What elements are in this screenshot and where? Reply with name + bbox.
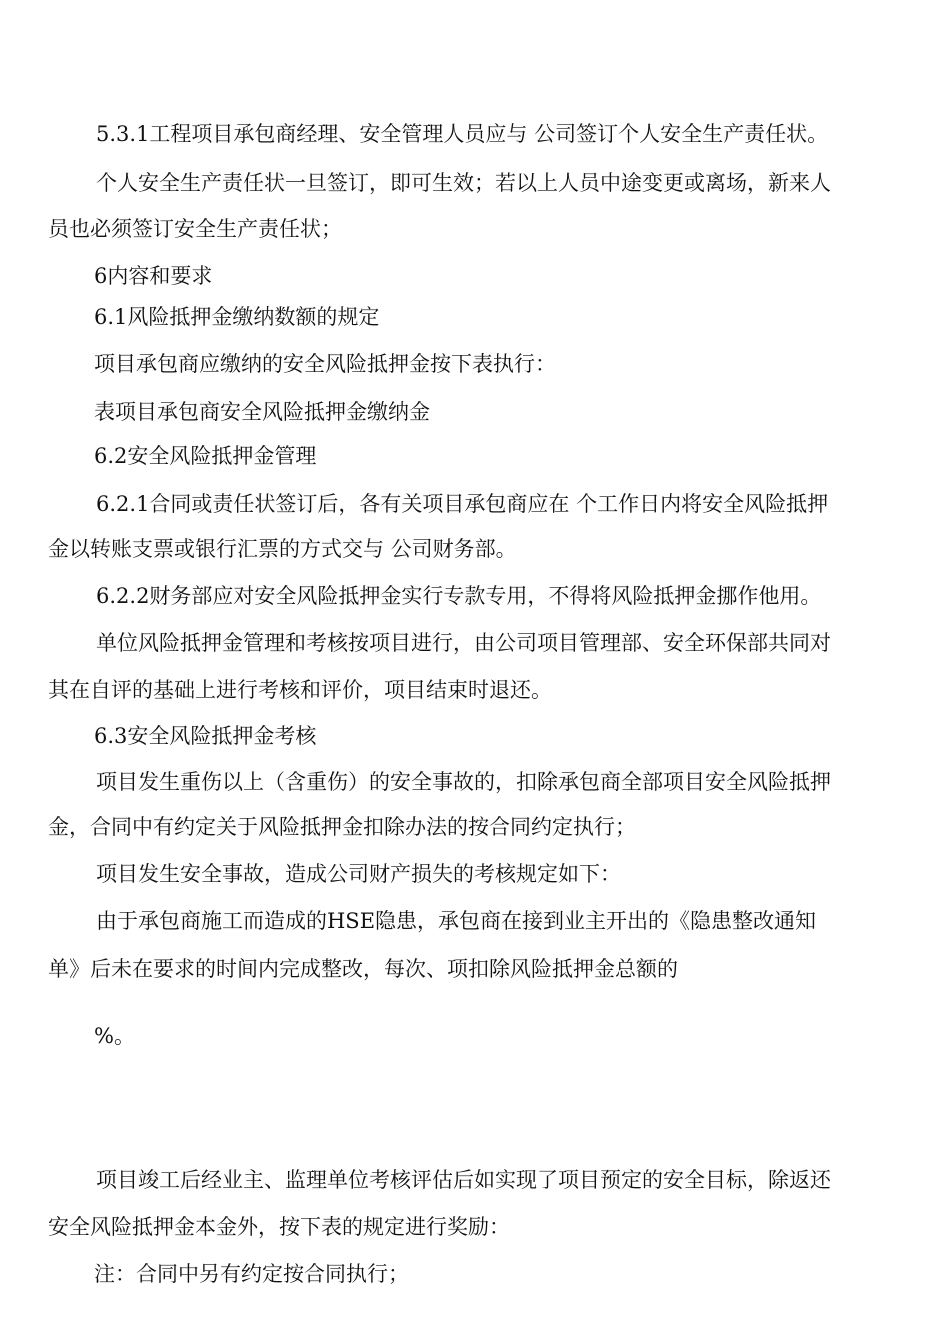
paragraph-line: 单位风险抵押金管理和考核按项目进行，由公司项目管理部、安全环保部共同对 xyxy=(96,631,831,655)
paragraph-line: 项目承包商应缴纳的安全风险抵押金按下表执行： xyxy=(94,352,556,376)
paragraph-line: 个人安全生产责任状一旦签订，即可生效；若以上人员中途变更或离场，新来人 xyxy=(96,171,831,195)
paragraph-line: 项目竣工后经业主、监理单位考核评估后如实现了项目预定的安全目标，除返还 xyxy=(96,1168,831,1192)
section-heading: 6.2安全风险抵押金管理 xyxy=(94,444,317,468)
paragraph-line: 5.3.1工程项目承包商经理、安全管理人员应与 公司签订个人安全生产责任状。 xyxy=(96,122,829,146)
section-heading: 6.1风险抵押金缴纳数额的规定 xyxy=(94,305,380,329)
paragraph-line: 单》后未在要求的时间内完成整改，每次、项扣除风险抵押金总额的 xyxy=(48,957,678,981)
paragraph-line: 员也必须签订安全生产责任状； xyxy=(48,217,342,241)
paragraph-line: 6.2.2财务部应对安全风险抵押金实行专款专用，不得将风险抵押金挪作他用。 xyxy=(96,584,822,608)
section-heading: 6.3安全风险抵押金考核 xyxy=(94,724,317,748)
paragraph-line: 项目发生安全事故，造成公司财产损失的考核规定如下： xyxy=(96,862,621,886)
paragraph-line: 金，合同中有约定关于风险抵押金扣除办法的按合同约定执行； xyxy=(48,815,636,839)
section-heading: 6内容和要求 xyxy=(94,264,213,288)
paragraph-line: 6.2.1合同或责任状签订后，各有关项目承包商应在 个工作日内将安全风险抵押 xyxy=(96,492,829,516)
paragraph-line: 其在自评的基础上进行考核和评价，项目结束时退还。 xyxy=(48,678,552,702)
table-caption: 表项目承包商安全风险抵押金缴纳金 xyxy=(94,400,430,424)
paragraph-line: 由于承包商施工而造成的HSE隐患，承包商在接到业主开出的《隐患整改通知 xyxy=(96,909,817,933)
note-line: 注：合同中另有约定按合同执行； xyxy=(94,1262,409,1286)
paragraph-line: %。 xyxy=(94,1024,135,1048)
paragraph-line: 金以转账支票或银行汇票的方式交与 公司财务部。 xyxy=(48,537,517,561)
paragraph-line: 安全风险抵押金本金外，按下表的规定进行奖励： xyxy=(48,1215,510,1239)
paragraph-line: 项目发生重伤以上（含重伤）的安全事故的，扣除承包商全部项目安全风险抵押 xyxy=(96,770,831,794)
